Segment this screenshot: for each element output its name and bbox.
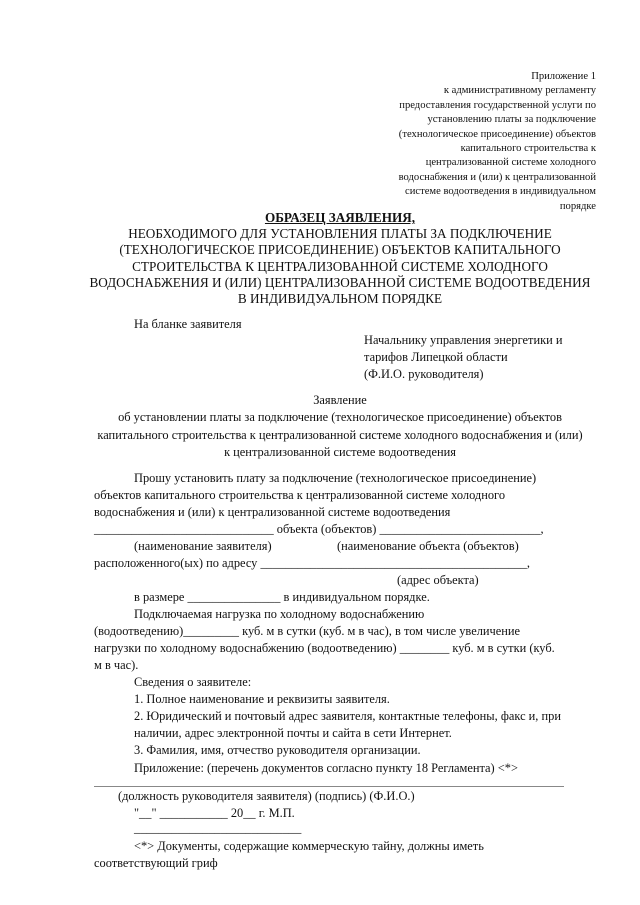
appendix-line: водоснабжения и (или) к централизованной [398, 171, 596, 183]
statement-heading [80, 392, 600, 462]
appendix-line: системе водоотведения в индивидуальном [405, 186, 596, 198]
title-line: (ТЕХНОЛОГИЧЕСКОЕ ПРИСОЕДИНЕНИЕ) ОБЪЕКТОВ КАПИТАЛЬНОГО [119, 242, 561, 258]
statement-title: Заявление [313, 393, 367, 407]
appendix-line: (технологическое присоединение) объектов [398, 128, 596, 140]
object-label: (наименование объекта (объектов) [337, 539, 519, 553]
addressee-line: тарифов Липецкой области [364, 350, 508, 364]
addressee-line: Начальнику управления энергетики и [364, 333, 563, 347]
appendix-line: установлению платы за подключение [427, 114, 596, 126]
date-line: "__" ___________ 20__ г. М.П. [134, 806, 295, 820]
signature-rule [94, 786, 564, 787]
object-line: _____________________________ объекта (объектов) __________________________, [94, 522, 544, 536]
appendix-line: централизованной системе холодного [425, 157, 596, 169]
footnote-line: соответствующий гриф [94, 856, 218, 870]
title-line: ОБРАЗЕЦ ЗАЯВЛЕНИЯ, [264, 210, 416, 225]
footnote-rule: ___________________________ [134, 821, 302, 835]
load-line: м в час). [94, 658, 139, 672]
address-label: (адрес объекта) [397, 573, 479, 587]
addressee-line: (Ф.И.О. руководителя) [364, 367, 484, 381]
body-line: объектов капитального строительства к централизованной системе холодного [94, 488, 506, 502]
info-item: 2. Юридический и почтовый адрес заявителя, контактные телефоны, факс и, при [134, 709, 561, 723]
title-line: СТРОИТЕЛЬСТВА К ЦЕНТРАЛИЗОВАННОЙ СИСТЕМЕ ХОЛОДНОГО [132, 258, 548, 274]
info-heading: Сведения о заявителе: [134, 675, 252, 689]
statement-line: к централизованной системе водоотведения [224, 445, 456, 460]
appendix-line: к административному регламенту [443, 85, 596, 97]
attachment-line: Приложение: (перечень документов согласно пункту 18 Регламента) <*> [134, 761, 518, 775]
appendix-line: предоставления государственной услуги по [399, 99, 596, 111]
amount-line: в размере _______________ в индивидуальном порядке. [134, 590, 430, 604]
title-line: НЕОБХОДИМОГО ДЛЯ УСТАНОВЛЕНИЯ ПЛАТЫ ЗА ПОДКЛЮЧЕНИЕ [128, 226, 552, 242]
signature-labels: (должность руководителя заявителя) (подпись) (Ф.И.О.) [118, 789, 415, 803]
appendix-line: порядке [559, 200, 596, 212]
body-line: водоснабжения и (или) к централизованной системе водоотведения [94, 505, 451, 519]
info-item: 1. Полное наименование и реквизиты заявителя. [134, 692, 390, 706]
letterhead-note: На бланке заявителя [134, 317, 242, 331]
footnote-line: <*> Документы, содержащие коммерческую тайну, должны иметь [134, 839, 484, 853]
info-item: 3. Фамилия, имя, отчество руководителя организации. [134, 743, 421, 757]
title-line: ВОДОСНАБЖЕНИЯ И (ИЛИ) ЦЕНТРАЛИЗОВАННОЙ СИСТЕМЕ ВОДООТВЕДЕНИЯ [89, 274, 591, 290]
appendix-line: капитального строительства к [460, 143, 596, 155]
statement-line: капитального строительства к централизованной системе холодного водоснабжения и (или) [97, 427, 583, 442]
load-line: Подключаемая нагрузка по холодному водоснабжению [134, 607, 425, 621]
load-line: (водоотведению)_________ куб. м в сутки (куб. м в час), в том числе увеличение [94, 624, 521, 638]
title-line: В ИНДИВИДУАЛЬНОМ ПОРЯДКЕ [237, 291, 443, 307]
statement-line: об установлении платы за подключение (технологическое присоединение) объектов [118, 410, 562, 425]
load-line: нагрузки по холодному водоснабжению (водоотведению) ________ куб. м в сутки (куб. [94, 641, 555, 655]
location-line: расположенного(ых) по адресу ___________________________________________, [94, 556, 530, 570]
appendix-note [380, 70, 596, 214]
appendix-line: Приложение 1 [531, 71, 596, 82]
document-title [80, 210, 600, 307]
info-item: наличии, адрес электронной почты и сайта в сети Интернет. [134, 726, 452, 740]
applicant-label: (наименование заявителя) [134, 539, 272, 553]
body-line: Прошу установить плату за подключение (технологическое присоединение) [134, 471, 537, 485]
